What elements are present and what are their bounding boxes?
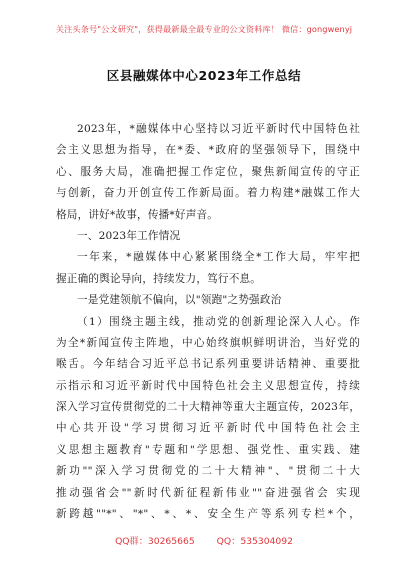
qq-number: QQ：535304092 xyxy=(216,536,293,547)
footer-contact xyxy=(0,533,408,547)
paragraph-line: 义思想主题教育"专题和"学思想、强党性、重实践、建 xyxy=(56,443,360,456)
section-heading-1 xyxy=(56,226,360,247)
paragraph-line: 会主义思想为指导，在*委、*政府的坚强领导下，围绕中 xyxy=(56,144,360,157)
paragraph-intro xyxy=(56,119,360,226)
paragraph-line: 新跨越""*"、"*"、*、*、安全生产等系列专栏*个， xyxy=(56,508,360,521)
paragraph-line: 心、服务大局，准确把握工作定位，聚焦新闻宣传的守正 xyxy=(56,165,360,178)
paragraph-line: 推动强省会""新时代新征程新伟业""奋进强省会 实现 xyxy=(56,486,360,499)
paragraph-line: 新功""深入学习贯彻党的二十大精神"、"贯彻二十大 xyxy=(56,465,360,478)
paragraph-line: 握正确的舆论导向，持续发力，笃行不息。 xyxy=(56,272,262,285)
paragraph-line: 一年来，*融媒体中心紧紧围绕全*工作大局，牢牢把 xyxy=(77,251,360,264)
paragraph-line: 深入学习宣传贯彻党的二十大精神等重大主题宣传，2023年， xyxy=(56,401,360,414)
paragraph-line: 与创新，奋力开创宣传工作新局面。着力构建*融媒工作大 xyxy=(56,187,360,200)
paragraph-theme-publicity xyxy=(56,312,360,526)
paragraph-overview xyxy=(56,247,360,290)
document-title: 区县融媒体中心2023年工作总结 xyxy=(106,68,302,83)
qq-group-number: QQ群：30265665 xyxy=(115,536,195,547)
subheading-party-building xyxy=(56,290,360,311)
header-banner: 关注头条号"公文研究"，获得最新最全最专业的公文资料库！ 微信：gongwenyj xyxy=(55,24,353,34)
document-body xyxy=(56,119,360,525)
paragraph-line: 一是党建领航不偏向，以"领跑"之势强政治 xyxy=(77,294,282,307)
paragraph-line: （1）围绕主题主线，推动党的创新理论深入人心。作 xyxy=(77,315,360,328)
paragraph-line: 喉舌。今年结合习近平总书记系列重要讲话精神、重要批 xyxy=(56,358,360,371)
paragraph-line: 示指示和习近平新时代中国特色社会主义思想宣传，持续 xyxy=(56,379,360,392)
paragraph-line: 2023年，*融媒体中心坚持以习近平新时代中国特色社 xyxy=(77,123,360,135)
paragraph-line: 为全*新闻宣传主阵地，中心始终旗帜鲜明讲治，当好党的 xyxy=(56,336,360,349)
paragraph-line: 一、2023年工作情况 xyxy=(77,229,181,242)
paragraph-line: 中心共开设"学习贯彻习近平新时代中国特色社会主 xyxy=(56,422,360,435)
paragraph-line: 格局，讲好*故事，传播*好声音。 xyxy=(56,208,219,221)
